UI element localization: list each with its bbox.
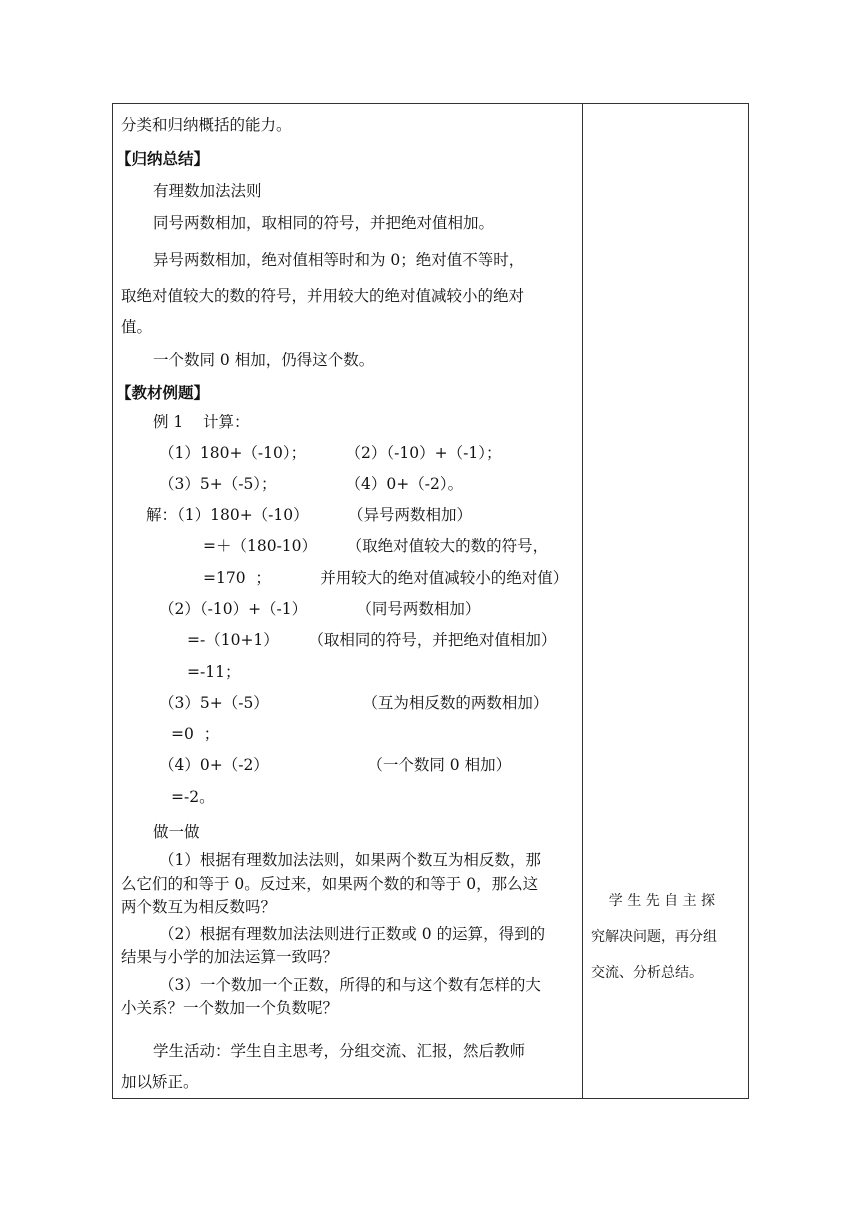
lesson-table: [112, 103, 749, 1099]
text-line: （3）5+（-5） （互为相反数的两数相加）: [159, 694, 549, 712]
text-line: 有理数加法法则: [153, 182, 262, 200]
text-line: 解：（1）180+（-10） （异号两数相加）: [146, 506, 473, 524]
text-line: 一个数同 0 相加，仍得这个数。: [153, 351, 375, 369]
text-line: （3）5+（-5）； （4）0+（-2）。: [159, 475, 464, 493]
side-note: [591, 883, 741, 991]
side-note-line: 学 生 先 自 主 探: [591, 893, 716, 909]
text-line: （2）（-10）+（-1） （同号两数相加）: [159, 600, 481, 618]
text-line: 么它们的和等于 0。反过来，如果两个数的和等于 0，那么这: [121, 875, 539, 893]
text-line: 例 1 计算：: [153, 413, 250, 431]
text-line: 异号两数相加，绝对值相等时和为 0；绝对值不等时，: [153, 251, 525, 269]
text-line: 结果与小学的加法运算一致吗？: [121, 948, 339, 966]
text-line: 学生活动：学生自主思考，分组交流、汇报，然后教师: [153, 1042, 526, 1060]
text-line: =0 ；: [171, 725, 220, 743]
text-line: =-（10+1） （取相同的符号，并把绝对值相加）: [187, 631, 557, 649]
text-line: 同号两数相加，取相同的符号，并把绝对值相加。: [153, 214, 495, 232]
text-line: 分类和归纳概括的能力。: [121, 116, 292, 134]
text-line: 小关系？一个数加一个负数呢？: [121, 999, 339, 1017]
side-note-line: 究解决问题，再分组: [591, 929, 717, 945]
text-line: =＋（180-10） （取绝对值较大的数的符号，: [203, 537, 549, 555]
text-line: （2）根据有理数加法法则进行正数或 0 的运算，得到的: [159, 925, 546, 943]
text-line: 值。: [121, 318, 153, 336]
text-line: （4）0+（-2） （一个数同 0 相加）: [159, 756, 512, 774]
side-note-line: 交流、分析总结。: [591, 965, 703, 981]
column-divider: [582, 104, 583, 1098]
section-heading: 【教材例题】: [116, 384, 210, 402]
text-line: （1）根据有理数加法法则，如果两个数互为相反数，那: [159, 851, 541, 869]
text-line: =170 ； 并用较大的绝对值减较小的绝对值）: [203, 569, 569, 587]
text-line: （3）一个数加一个正数，所得的和与这个数有怎样的大: [159, 976, 541, 994]
text-line: 两个数互为相反数吗？: [121, 898, 277, 916]
text-line: 取绝对值较大的数的符号，并用较大的绝对值减较小的绝对: [121, 287, 525, 305]
text-line: =-2。: [171, 788, 215, 806]
text-line: （1）180+（-10）； （2）（-10）+（-1）；: [159, 444, 502, 462]
section-heading: 【归纳总结】: [116, 150, 210, 168]
text-line: 做一做: [153, 823, 200, 841]
text-line: =-11；: [187, 663, 241, 681]
text-line: 加以矫正。: [121, 1073, 199, 1091]
